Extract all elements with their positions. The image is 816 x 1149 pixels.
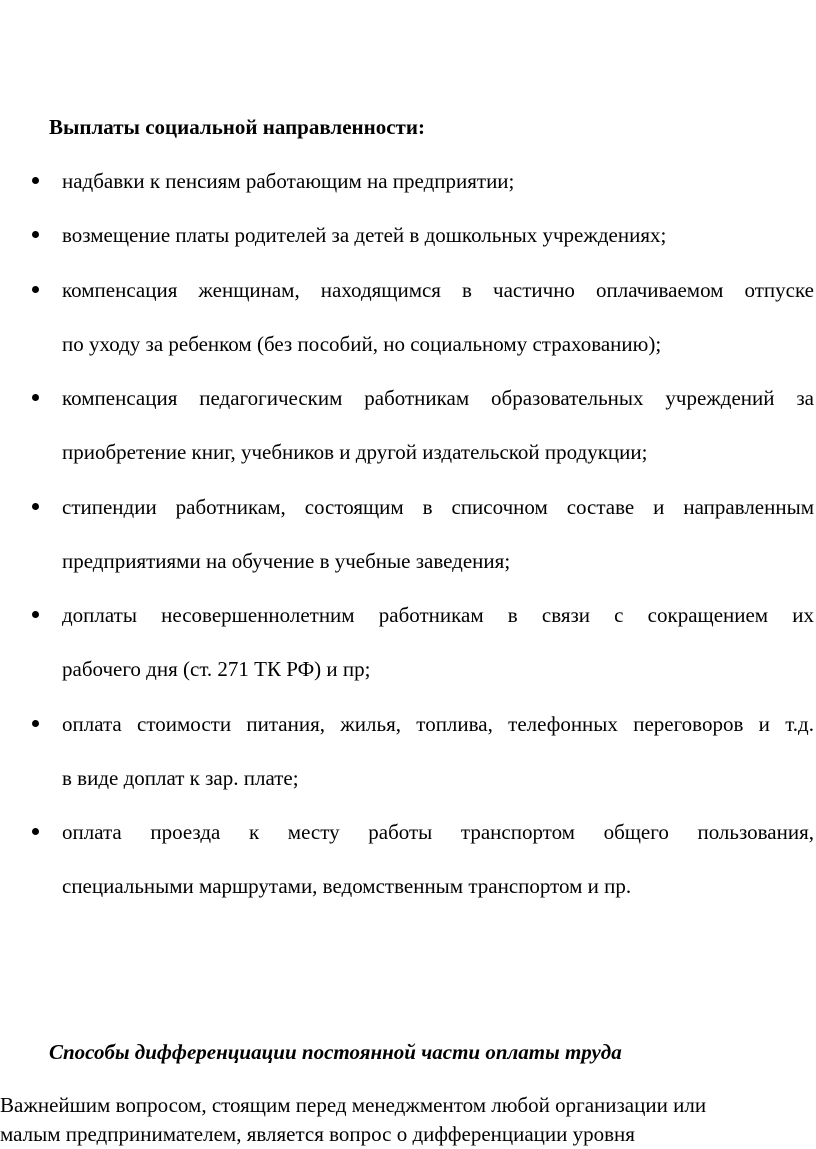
- list-item: [62, 263, 814, 371]
- list-item: [62, 588, 814, 696]
- bullet-icon: [32, 828, 39, 835]
- list-item-line: компенсация женщинам, находящимся в частично оплачиваемом отпуске: [62, 278, 814, 302]
- list-item-line: по уходу за ребенком (без пособий, но социальному страхованию);: [62, 332, 662, 356]
- list-item-line: возмещение платы родителей за детей в дошкольных учреждениях;: [62, 223, 667, 247]
- list-item-line: рабочего дня (ст. 271 ТК РФ) и пр;: [62, 657, 371, 681]
- list-item-line: доплаты несовершеннолетним работникам в связи с сокращением их: [62, 603, 814, 627]
- list-item: [62, 154, 814, 208]
- list-item-line: предприятиями на обучение в учебные заведения;: [62, 549, 511, 573]
- list-item: [62, 697, 814, 805]
- section-heading: Способы дифференциации постоянной части оплаты труда: [49, 1040, 622, 1064]
- list-item: [62, 480, 814, 588]
- bullet-icon: [32, 286, 39, 293]
- bullet-icon: [32, 720, 39, 727]
- list-item: [62, 805, 814, 913]
- paragraph-line: малым предпринимателем, является вопрос о дифференциации уровня: [0, 1122, 635, 1146]
- list-item-line: оплата стоимости питания, жилья, топлива, телефонных переговоров и т.д.: [62, 712, 814, 736]
- bullet-icon: [32, 503, 39, 510]
- list-item-line: в виде доплат к зар. плате;: [62, 766, 299, 790]
- list-item-line: компенсация педагогическим работникам образовательных учреждений за: [62, 386, 814, 410]
- bullet-icon: [32, 394, 39, 401]
- bullet-icon: [32, 231, 39, 238]
- paragraph-line: Важнейшим вопросом, стоящим перед менеджментом любой организации или: [0, 1093, 707, 1117]
- list-item: [62, 371, 814, 479]
- social-payments-heading: Выплаты социальной направленности:: [49, 115, 425, 139]
- body-paragraph: [0, 1091, 816, 1149]
- list-item-line: стипендии работникам, состоящим в списочном составе и направленным: [62, 495, 814, 519]
- list-item-line: приобретение книг, учебников и другой издательской продукции;: [62, 440, 648, 464]
- list-item-line: специальными маршрутами, ведомственным транспортом и пр.: [62, 874, 632, 898]
- bullet-icon: [32, 177, 39, 184]
- list-item-line: надбавки к пенсиям работающим на предприятии;: [62, 169, 515, 193]
- bullet-icon: [32, 611, 39, 618]
- list-item: [62, 208, 814, 262]
- list-item-line: оплата проезда к месту работы транспортом общего пользования,: [62, 820, 814, 844]
